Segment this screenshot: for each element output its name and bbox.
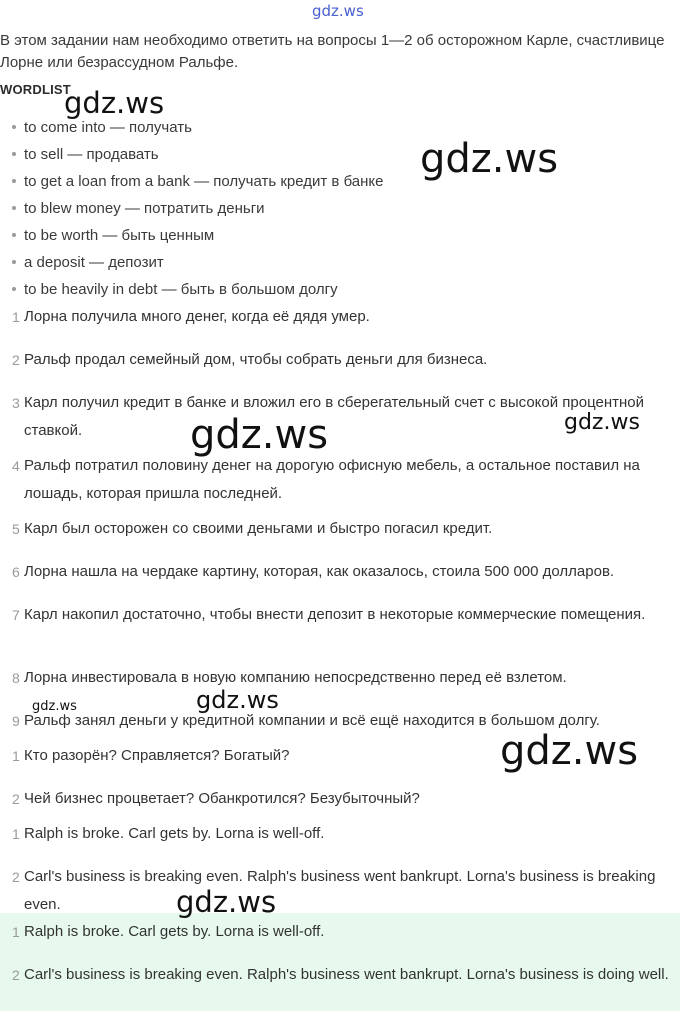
item-text: Карл был осторожен со своими деньгами и быстро погасил кредит. — [24, 520, 493, 537]
bullet-icon — [12, 287, 16, 291]
item-number: 1 — [12, 748, 20, 764]
item-number: 2 — [12, 352, 20, 368]
bullet-icon — [12, 233, 16, 237]
watermark: gdz.ws — [420, 136, 559, 182]
item-number: 2 — [12, 967, 20, 983]
item-text: Лорна нашла на чердаке картину, которая, как оказалось, стоила 500 000 долларов. — [24, 563, 615, 580]
item-number: 2 — [12, 791, 20, 807]
statement-item — [0, 558, 672, 586]
watermark: gdz.ws — [196, 686, 279, 714]
statement-item — [0, 601, 672, 629]
item-text: Карл получил кредит в банке и вложил его в сберегательный счет с высокой процентной ставкой. — [24, 394, 645, 439]
item-text: Carl's business is breaking even. Ralph's business went bankrupt. Lorna's business is doing well. — [24, 966, 669, 983]
item-number: 1 — [12, 924, 20, 940]
wordlist-item: to be worth — быть ценным — [12, 225, 214, 247]
statement-item — [0, 664, 672, 692]
final-answer-item — [0, 918, 672, 946]
item-number: 5 — [12, 521, 20, 537]
item-text: Ральф занял деньги у кредитной компании и всё ещё находится в большом долгу. — [24, 712, 600, 729]
watermark: gdz.ws — [64, 86, 165, 120]
draft-answer-item — [0, 863, 672, 919]
item-number: 9 — [12, 713, 20, 729]
item-text: Ralph is broke. Carl gets by. Lorna is well-off. — [24, 825, 325, 842]
statement-item — [0, 346, 672, 374]
wordlist-title: WORDLIST — [0, 82, 71, 97]
watermark: gdz.ws — [32, 699, 77, 714]
wordlist-item: to sell — продавать — [12, 144, 159, 166]
item-text: Carl's business is breaking even. Ralph's business went bankrupt. Lorna's business is breaking even. — [24, 868, 656, 913]
item-text: Карл накопил достаточно, чтобы внести депозит в некоторые коммерческие помещения. — [24, 606, 646, 623]
watermark: gdz.ws — [564, 410, 640, 435]
bullet-icon — [12, 152, 16, 156]
item-text: Ральф продал семейный дом, чтобы собрать деньги для бизнеса. — [24, 351, 488, 368]
item-text: Лорна инвестировала в новую компанию непосредственно перед её взлетом. — [24, 669, 567, 686]
item-text: Ральф потратил половину денег на дорогую офисную мебель, а остальное поставил на лошадь, которая пришла последней. — [24, 457, 640, 502]
task-intro: В этом задании нам необходимо ответить на вопросы 1—2 об осторожном Карле, счастливице Лорне или безрассудном Ральфе. — [0, 32, 665, 71]
statement-item — [0, 515, 672, 543]
statement-item — [0, 452, 672, 508]
final-answer-item — [0, 961, 672, 989]
bullet-icon — [12, 260, 16, 264]
item-text: Лорна получила много денег, когда её дядя умер. — [24, 308, 370, 325]
item-number: 1 — [12, 309, 20, 325]
item-text: Ralph is broke. Carl gets by. Lorna is well-off. — [24, 923, 325, 940]
item-number: 2 — [12, 869, 20, 885]
item-number: 3 — [12, 395, 20, 411]
wordlist-item: to be heavily in debt — быть в большом долгу — [12, 279, 338, 301]
bullet-icon — [12, 206, 16, 210]
watermark: gdz.ws — [190, 412, 329, 458]
wordlist-item: to get a loan from a bank — получать кредит в банке — [12, 171, 384, 193]
item-number: 6 — [12, 564, 20, 580]
wordlist-item: to come into — получать — [12, 117, 192, 139]
item-number: 8 — [12, 670, 20, 686]
watermark: gdz.ws — [176, 885, 277, 919]
watermark: gdz.ws — [312, 2, 364, 20]
bullet-icon — [12, 179, 16, 183]
item-number: 7 — [12, 607, 20, 623]
bullet-icon — [12, 125, 16, 129]
draft-answer-item — [0, 820, 672, 848]
wordlist-item: to blew money — потратить деньги — [12, 198, 265, 220]
item-number: 4 — [12, 458, 20, 474]
item-text: Чей бизнес процветает? Обанкротился? Безубыточный? — [24, 790, 420, 807]
question-item — [0, 785, 672, 813]
item-text: Кто разорён? Справляется? Богатый? — [24, 747, 290, 764]
statement-item — [0, 303, 672, 331]
watermark: gdz.ws — [500, 728, 639, 774]
item-number: 1 — [12, 826, 20, 842]
wordlist-item: a deposit — депозит — [12, 252, 164, 274]
